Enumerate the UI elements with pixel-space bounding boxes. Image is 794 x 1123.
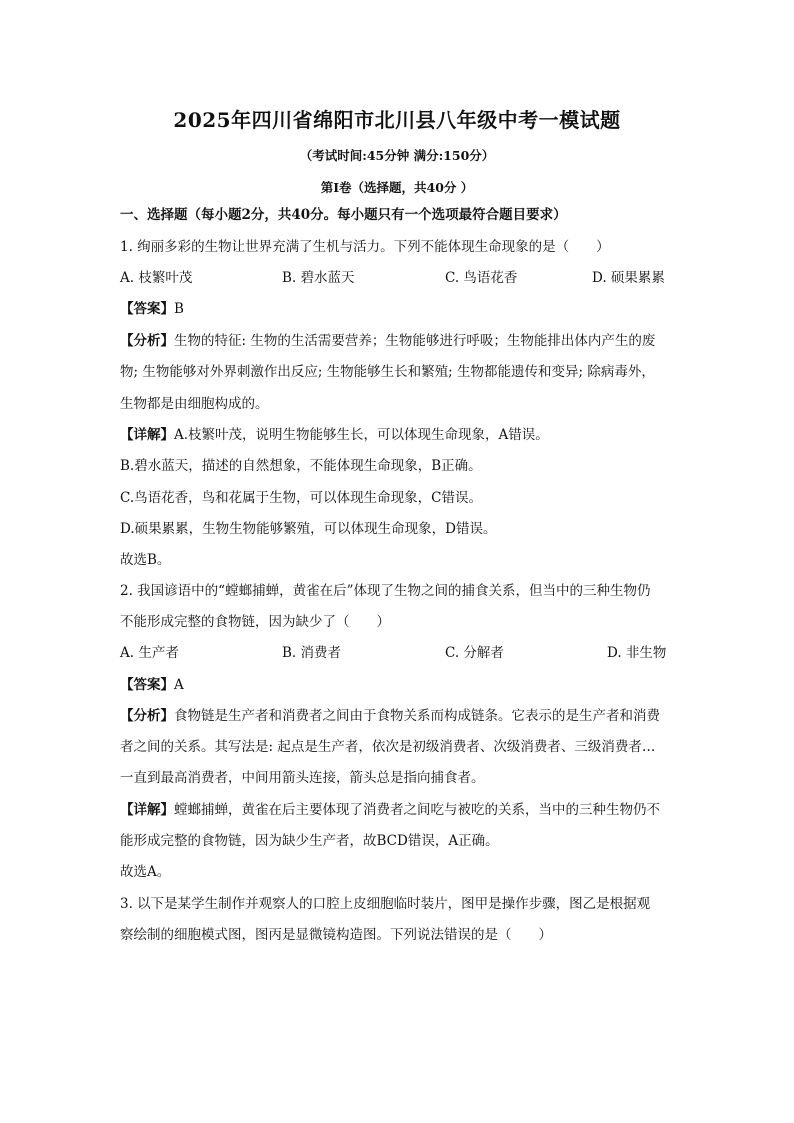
q2-answer-value: A: [174, 677, 184, 693]
q2-detail-text-1: 螳螂捕蝉，黄雀在后主要体现了消费者之间吃与被吃的关系，当中的三种生物仍不: [174, 802, 660, 818]
answer-tag: 【答案】: [120, 677, 174, 693]
q1-detail-line-4: D.硕果累累，生物生物能够繁殖，可以体现生命现象，D错误。: [120, 521, 497, 537]
q2-analysis-line-3: 一直到最高消费者，中间用箭头连接，箭头总是指向捕食者。: [120, 770, 485, 786]
exam-title: 2025年四川省绵阳市北川县八年级中考一模试题: [173, 108, 621, 132]
q2-option-a: A. 生产者: [120, 645, 179, 661]
q2-stem-line-2: 不能形成完整的食物链，因为缺少了（ ）: [120, 614, 390, 630]
q3-stem-line-1: 3. 以下是某学生制作并观察人的口腔上皮细胞临时装片，图甲是操作步骤，图乙是根据观: [120, 896, 651, 912]
q1-conclusion: 故选B。: [120, 552, 171, 568]
answer-tag: 【答案】: [120, 301, 174, 317]
q2-option-b: B. 消费者: [282, 645, 342, 661]
q2-option-d: D. 非生物: [607, 645, 667, 661]
detail-tag: 【详解】: [120, 802, 174, 818]
q3-stem-line-2: 察绘制的细胞模式图，图丙是显微镜构造图。下列说法错误的是（ ）: [120, 927, 552, 943]
q2-answer: [120, 675, 680, 695]
analysis-tag: 【分析】: [120, 708, 174, 724]
q2-analysis-line-1: [120, 706, 680, 726]
q1-analysis-text-1: 生物的特征: 生物的生活需要营养；生物能够进行呼吸；生物能排出体内产生的废: [174, 333, 656, 349]
q1-analysis-line-1: [120, 331, 680, 351]
q2-option-c: C. 分解者: [445, 645, 504, 661]
q1-option-b: B. 碧水蓝天: [282, 270, 355, 286]
detail-tag: 【详解】: [120, 427, 174, 443]
section-title: 第Ⅰ卷（选择题，共40分 ）: [320, 180, 474, 195]
q1-detail-text-1: A.枝繁叶茂，说明生物能够生长，可以体现生命现象，A错误。: [174, 427, 549, 443]
q2-analysis-line-2: 者之间的关系。其写法是: 起点是生产者，依次是初级消费者、次级消费者、三级消费者…: [120, 739, 656, 755]
q2-conclusion: 故选A。: [120, 864, 171, 880]
q1-stem: 1. 绚丽多彩的生物让世界充满了生机与活力。下列不能体现生命现象的是（ ）: [120, 239, 610, 255]
q1-detail-line-2: B.碧水蓝天，描述的自然想象，不能体现生命现象，B正确。: [120, 458, 482, 474]
q2-stem-line-1: 2. 我国谚语中的“螳螂捕蝉，黄雀在后”体现了生物之间的捕食关系，但当中的三种生物仍: [120, 583, 651, 599]
analysis-tag: 【分析】: [120, 333, 174, 349]
q1-analysis-line-3: 生物都是由细胞构成的。: [120, 396, 269, 412]
q2-detail-line-2: 能形成完整的食物链，因为缺少生产者，故BCD错误，A正确。: [120, 833, 499, 849]
q1-detail-line-3: C.鸟语花香，鸟和花属于生物，可以体现生命现象，C错误。: [120, 490, 482, 506]
q1-option-c: C. 鸟语花香: [445, 270, 518, 286]
q2-analysis-text-1: 食物链是生产者和消费者之间由于食物关系而构成链条。它表示的是生产者和消费: [174, 708, 660, 724]
part-heading: 一、选择题（每小题2分，共40分。每小题只有一个选项最符合题目要求）: [120, 207, 567, 223]
q2-detail-line-1: [120, 800, 680, 820]
exam-subtitle: （考试时间:45分钟 满分:150分）: [299, 148, 495, 163]
q1-answer: [120, 299, 680, 319]
q1-detail-line-1: [120, 425, 680, 445]
q1-answer-value: B: [174, 301, 184, 317]
q1-option-d: D. 硕果累累: [592, 270, 665, 286]
q1-analysis-line-2: 物; 生物能够对外界刺激作出反应; 生物能够生长和繁殖; 生物都能遗传和变异; 除病毒外，: [120, 364, 655, 380]
q1-option-a: A. 枝繁叶茂: [120, 270, 193, 286]
